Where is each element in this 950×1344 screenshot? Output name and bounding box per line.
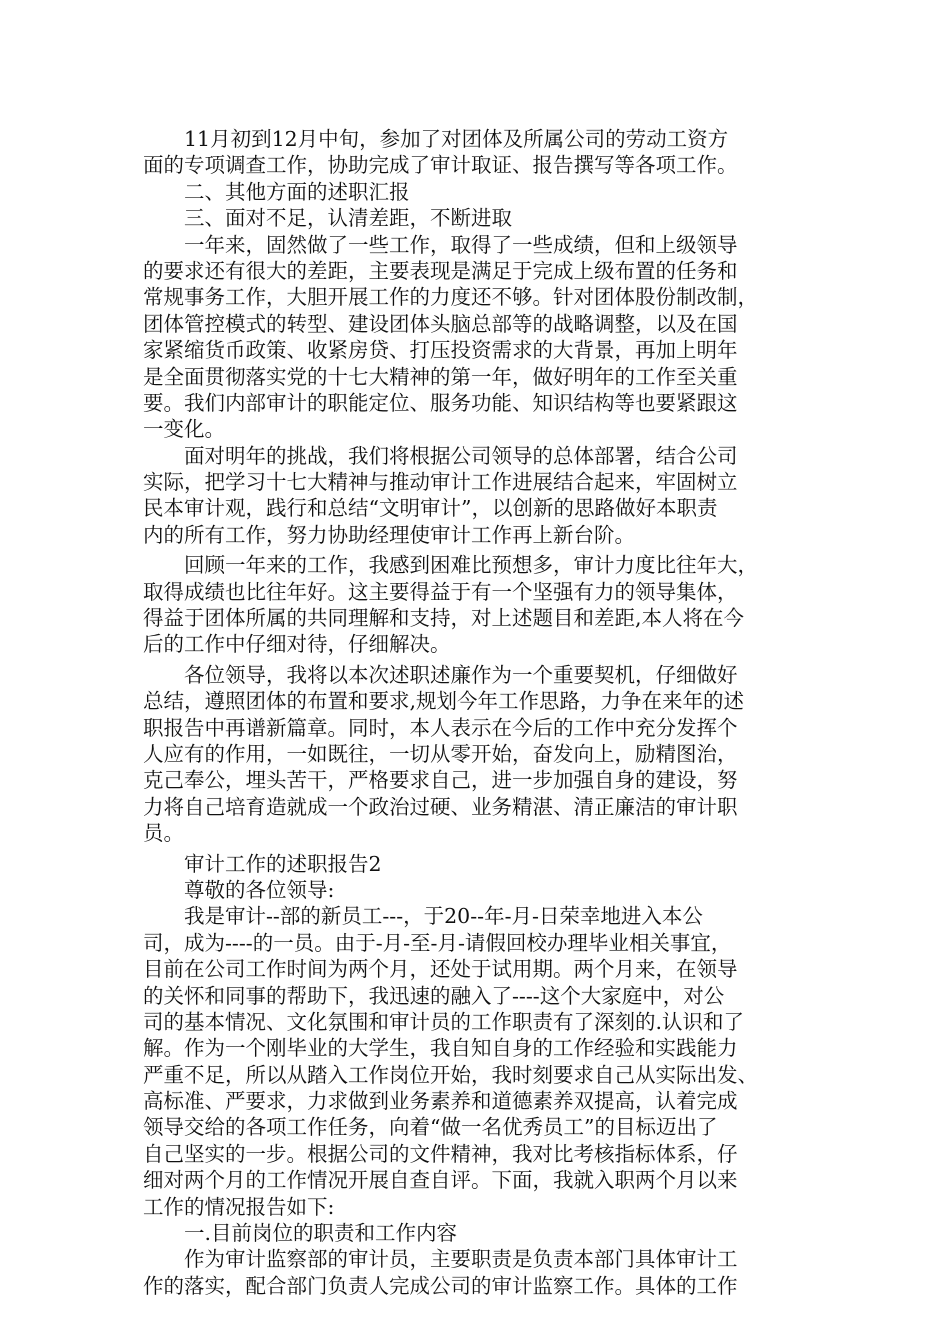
text-line: 一.目前岗位的职责和工作内容 [143, 1221, 458, 1246]
text-line: 二、其他方面的述职汇报 [143, 179, 410, 204]
text-line: 解。作为一个刚毕业的大学生，我自知自身的工作经验和实践能力 [143, 1036, 738, 1061]
text-line: 审计工作的述职报告2 [143, 851, 382, 876]
text-line: 的要求还有很大的差距，主要表现是满足于完成上级布置的任务和 [143, 258, 738, 283]
paragraph [143, 179, 807, 205]
paragraph [143, 126, 807, 179]
paragraph [143, 877, 807, 903]
paragraph [143, 443, 807, 549]
text-line: 作的落实，配合部门负责人完成公司的审计监察工作。具体的工作 [143, 1273, 738, 1298]
text-line: 的关怀和同事的帮助下，我迅速的融入了----这个大家庭中，对公 [143, 983, 725, 1008]
text-line: 力将自己培育造就成一个政治过硬、业务精湛、清正廉洁的审计职 [143, 794, 738, 819]
text-line: 面的专项调查工作，协助完成了审计取证、报告撰写等各项工作。 [143, 153, 738, 178]
text-line: 是全面贯彻落实党的十七大精神的第一年，做好明年的工作至关重 [143, 364, 738, 389]
text-line: 后的工作中仔细对待，仔细解决。 [143, 632, 451, 657]
text-line: 11月初到12月中旬，参加了对团体及所属公司的劳动工资方 [143, 127, 729, 151]
text-line: 细对两个月的工作情况开展自查自评。下面，我就入职两个月以来 [143, 1168, 738, 1193]
text-line: 尊敬的各位领导: [143, 877, 335, 902]
text-line: 职报告中再谱新篇章。同时，本人表示在今后的工作中充分发挥个 [143, 715, 738, 740]
text-line: 总结，遵照团体的布置和要求,规划今年工作思路，力争在来年的述 [143, 689, 745, 714]
text-line: 常规事务工作，大胆开展工作的力度还不够。针对团体股份制改制， [143, 285, 758, 310]
paragraph [143, 903, 807, 1220]
text-line: 内的所有工作，努力协助经理使审计工作再上新台阶。 [143, 522, 635, 547]
text-line: 一年来，固然做了一些工作，取得了一些成绩，但和上级领导 [143, 232, 738, 257]
text-line: 取得成绩也比往年好。这主要得益于有一个坚强有力的领导集体， [143, 579, 738, 604]
text-line: 我是审计--部的新员工---，于20--年-月-日荣幸地进入本公 [143, 904, 703, 929]
document-body [143, 126, 807, 1299]
paragraph [143, 1220, 807, 1246]
text-line: 司，成为----的一员。由于-月-至-月-请假回校办理毕业相关事宜， [143, 930, 732, 955]
text-line: 要。我们内部审计的职能定位、服务功能、知识结构等也要紧跟这 [143, 390, 738, 415]
text-line: 自己坚实的一步。根据公司的文件精神，我对比考核指标体系，仔 [143, 1141, 738, 1166]
text-line: 工作的情况报告如下: [143, 1194, 335, 1219]
text-line: 一变化。 [143, 417, 225, 442]
text-line: 克己奉公，埋头苦干，严格要求自己，进一步加强自身的建设，努 [143, 768, 738, 793]
text-line: 高标准、严要求，力求做到业务素养和道德素养双提高，认着完成 [143, 1089, 738, 1114]
paragraph [143, 552, 807, 658]
text-line: 作为审计监察部的审计员，主要职责是负责本部门具体审计工 [143, 1247, 738, 1272]
text-line: 民本审计观，践行和总结“文明审计”，以创新的思路做好本职责 [143, 496, 718, 521]
paragraph [143, 232, 807, 443]
text-line: 实际，把学习十七大精神与推动审计工作进展结合起来，牢固树立 [143, 470, 738, 495]
text-line: 领导交给的各项工作任务，向着“做一名优秀员工”的目标迈出了 [143, 1115, 718, 1140]
text-line: 目前在公司工作时间为两个月，还处于试用期。两个月来，在领导 [143, 957, 738, 982]
text-line: 三、面对不足，认清差距，不断进取 [143, 206, 512, 231]
text-line: 团体管控模式的转型、建设团体头脑总部等的战略调整，以及在国 [143, 311, 738, 336]
paragraph [143, 662, 807, 847]
text-line: 得益于团体所属的共同理解和支持，对上述题目和差距,本人将在今 [143, 606, 745, 631]
text-line: 员。 [143, 821, 184, 846]
paragraph [143, 205, 807, 231]
text-line: 回顾一年来的工作，我感到困难比预想多，审计力度比往年大， [143, 553, 758, 578]
text-line: 家紧缩货币政策、收紧房贷、打压投资需求的大背景，再加上明年 [143, 338, 738, 363]
text-line: 人应有的作用，一如既往，一切从零开始，奋发向上，励精图治， [143, 741, 738, 766]
text-line: 司的基本情况、文化氛围和审计员的工作职责有了深刻的.认识和了 [143, 1009, 745, 1034]
paragraph [143, 851, 807, 877]
paragraph [143, 1246, 807, 1299]
text-line: 面对明年的挑战，我们将根据公司领导的总体部署，结合公司 [143, 443, 738, 468]
text-line: 各位领导，我将以本次述职述廉作为一个重要契机，仔细做好 [143, 662, 738, 687]
text-line: 严重不足，所以从踏入工作岗位开始，我时刻要求自己从实际出发、 [143, 1062, 758, 1087]
